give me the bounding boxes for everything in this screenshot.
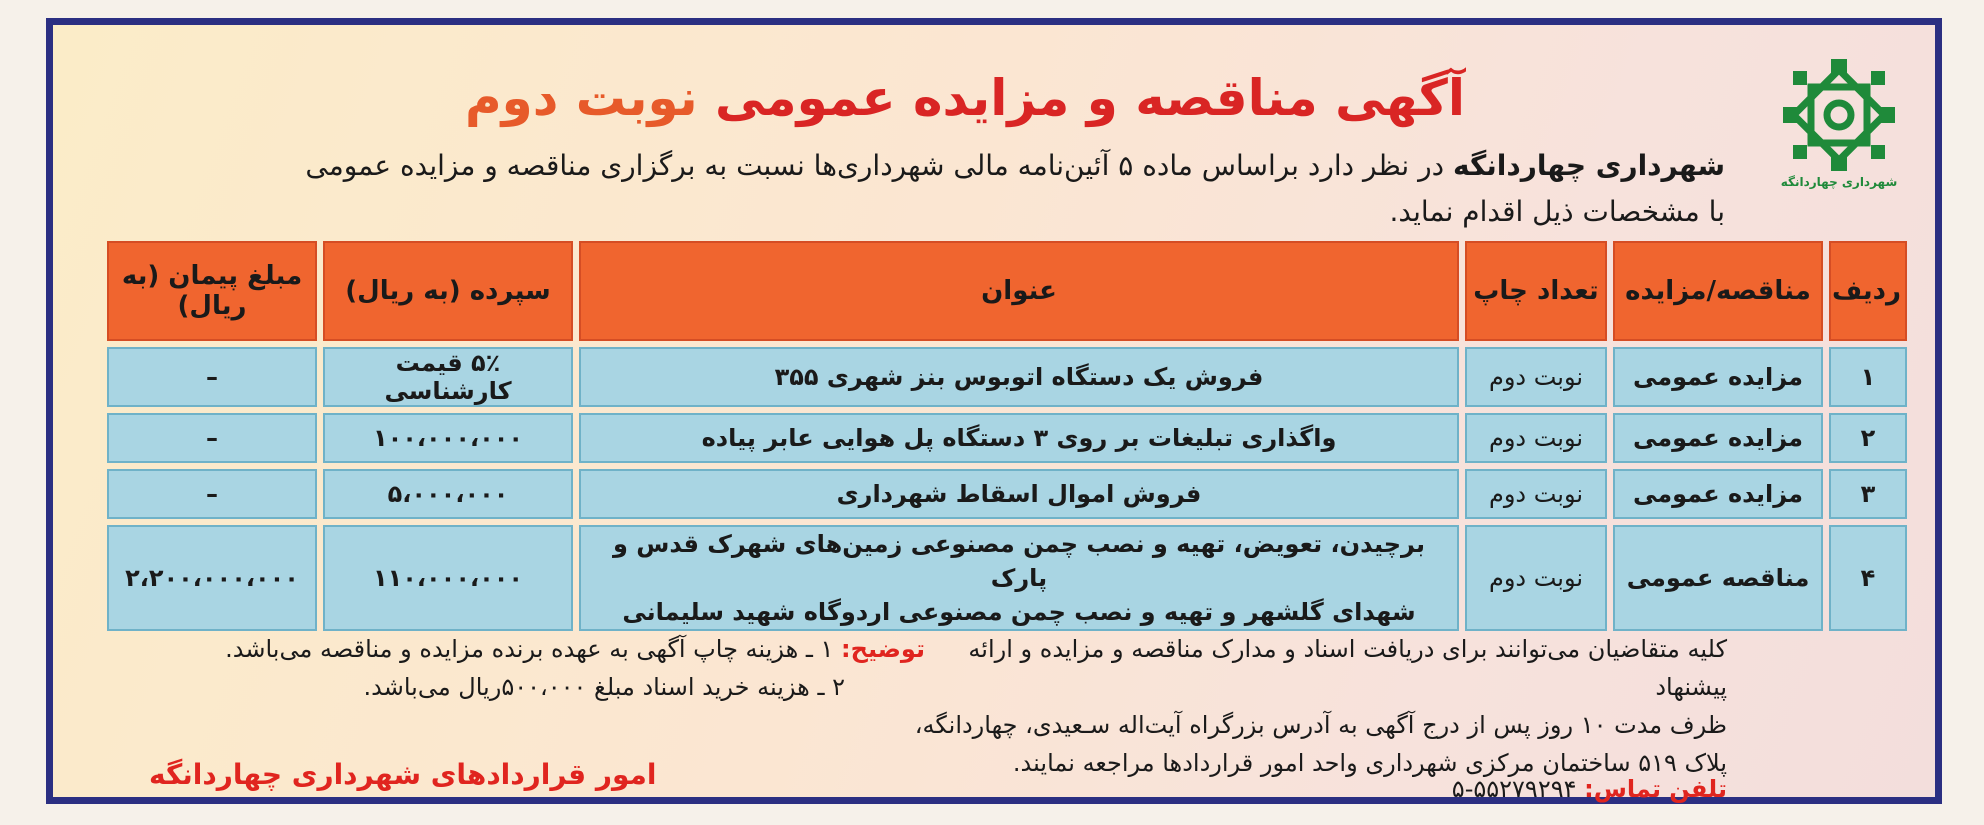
cell-print: نوبت دوم bbox=[1465, 347, 1607, 407]
header-type: مناقصه/مزایده bbox=[1613, 241, 1823, 341]
cell-row: ۱ bbox=[1829, 347, 1907, 407]
cell-type: مزایده عمومی bbox=[1613, 413, 1823, 463]
table-row bbox=[107, 347, 1907, 407]
notes-line3: پلاک ۵۱۹ ساختمان مرکزی شهرداری واحد امور قراردادها مراجعه نمایند. bbox=[1012, 749, 1727, 777]
municipality-logo bbox=[1769, 55, 1909, 195]
cell-row: ۲ bbox=[1829, 413, 1907, 463]
cell-type: مناقصه عمومی bbox=[1613, 525, 1823, 631]
header-title: عنوان bbox=[579, 241, 1459, 341]
cell-type: مزایده عمومی bbox=[1613, 469, 1823, 519]
cell-title: فروش یک دستگاه اتوبوس بنز شهری ۳۵۵ bbox=[579, 347, 1459, 407]
cell-deposit: ۵،۰۰۰،۰۰۰ bbox=[323, 469, 573, 519]
phone-label: تلفن تماس: bbox=[1584, 775, 1727, 803]
intro-org: شهرداری چهاردانگه bbox=[1453, 149, 1725, 182]
header-print: تعداد چاپ bbox=[1465, 241, 1607, 341]
logo-emblem-icon bbox=[1769, 55, 1909, 175]
signature: امور قراردادهای شهرداری چهاردانگه bbox=[149, 758, 657, 791]
cell-row: ۴ bbox=[1829, 525, 1907, 631]
table-header-row bbox=[107, 241, 1907, 341]
application-notes bbox=[907, 630, 1727, 782]
explanation-block bbox=[105, 630, 925, 706]
title-main: آگهی مناقصه و مزایده عمومی bbox=[715, 69, 1465, 127]
cell-contract: – bbox=[107, 413, 317, 463]
title-round: نوبت دوم bbox=[465, 69, 698, 127]
cell-title-line1: برچیدن، تعویض، تهیه و نصب چمن مصنوعی زمین‌های شهرک قدس و پارک bbox=[612, 530, 1425, 592]
cell-contract: – bbox=[107, 347, 317, 407]
phone-number: ۵۵۲۷۹۲۹۴-۵ bbox=[1451, 775, 1577, 803]
table-row bbox=[107, 413, 1907, 463]
cell-title bbox=[579, 525, 1459, 631]
cell-type: مزایده عمومی bbox=[1613, 347, 1823, 407]
cell-deposit: ۵٪ قیمت کارشناسی bbox=[323, 347, 573, 407]
cell-print: نوبت دوم bbox=[1465, 469, 1607, 519]
contact-phone bbox=[1452, 775, 1727, 803]
explanation-item1: ۱ ـ هزینه چاپ آگهی به عهده برنده مزایده و مناقصه می‌باشد. bbox=[225, 635, 834, 663]
intro-paragraph bbox=[245, 143, 1725, 235]
header-row-number: ردیف bbox=[1829, 241, 1907, 341]
cell-title: فروش اموال اسقاط شهرداری bbox=[579, 469, 1459, 519]
cell-title-line2: شهدای گلشهر و تهیه و نصب چمن مصنوعی اردوگاه شهید سلیمانی bbox=[622, 598, 1416, 626]
tender-table bbox=[101, 235, 1913, 637]
explanation-label: توضیح: bbox=[841, 635, 925, 663]
cell-contract: ۲،۲۰۰،۰۰۰،۰۰۰ bbox=[107, 525, 317, 631]
table-row bbox=[107, 525, 1907, 631]
logo-caption: شهرداری چهاردانگه bbox=[1780, 175, 1898, 189]
notice-frame bbox=[46, 18, 1942, 804]
cell-title: واگذاری تبلیغات بر روی ۳ دستگاه پل هوایی عابر پیاده bbox=[579, 413, 1459, 463]
intro-text-line1: در نظر دارد براساس ماده ۵ آئین‌نامه مالی شهرداری‌ها نسبت به برگزاری مناقصه و مزایده عمومی bbox=[305, 149, 1445, 182]
notes-line1: کلیه متقاضیان می‌توانند برای دریافت اسناد و مدارک مناقصه و مزایده و ارائه پیشنهاد bbox=[968, 635, 1727, 701]
notes-line2: ظرف مدت ۱۰ روز پس از درج آگهی به آدرس بزرگراه آیت‌اله سـعیدی، چهاردانگه، bbox=[914, 711, 1727, 739]
intro-text-line2: با مشخصات ذیل اقدام نماید. bbox=[1389, 195, 1725, 228]
cell-print: نوبت دوم bbox=[1465, 525, 1607, 631]
cell-contract: – bbox=[107, 469, 317, 519]
notice-title bbox=[465, 69, 1465, 127]
cell-print: نوبت دوم bbox=[1465, 413, 1607, 463]
header-deposit: سپرده (به ریال) bbox=[323, 241, 573, 341]
explanation-item2: ۲ ـ هزینه خرید اسناد مبلغ ۵۰۰،۰۰۰ریال می‌باشد. bbox=[363, 673, 845, 701]
table-row bbox=[107, 469, 1907, 519]
cell-row: ۳ bbox=[1829, 469, 1907, 519]
header-contract: مبلغ پیمان (به ریال) bbox=[107, 241, 317, 341]
cell-deposit: ۱۱۰،۰۰۰،۰۰۰ bbox=[323, 525, 573, 631]
cell-deposit: ۱۰۰،۰۰۰،۰۰۰ bbox=[323, 413, 573, 463]
